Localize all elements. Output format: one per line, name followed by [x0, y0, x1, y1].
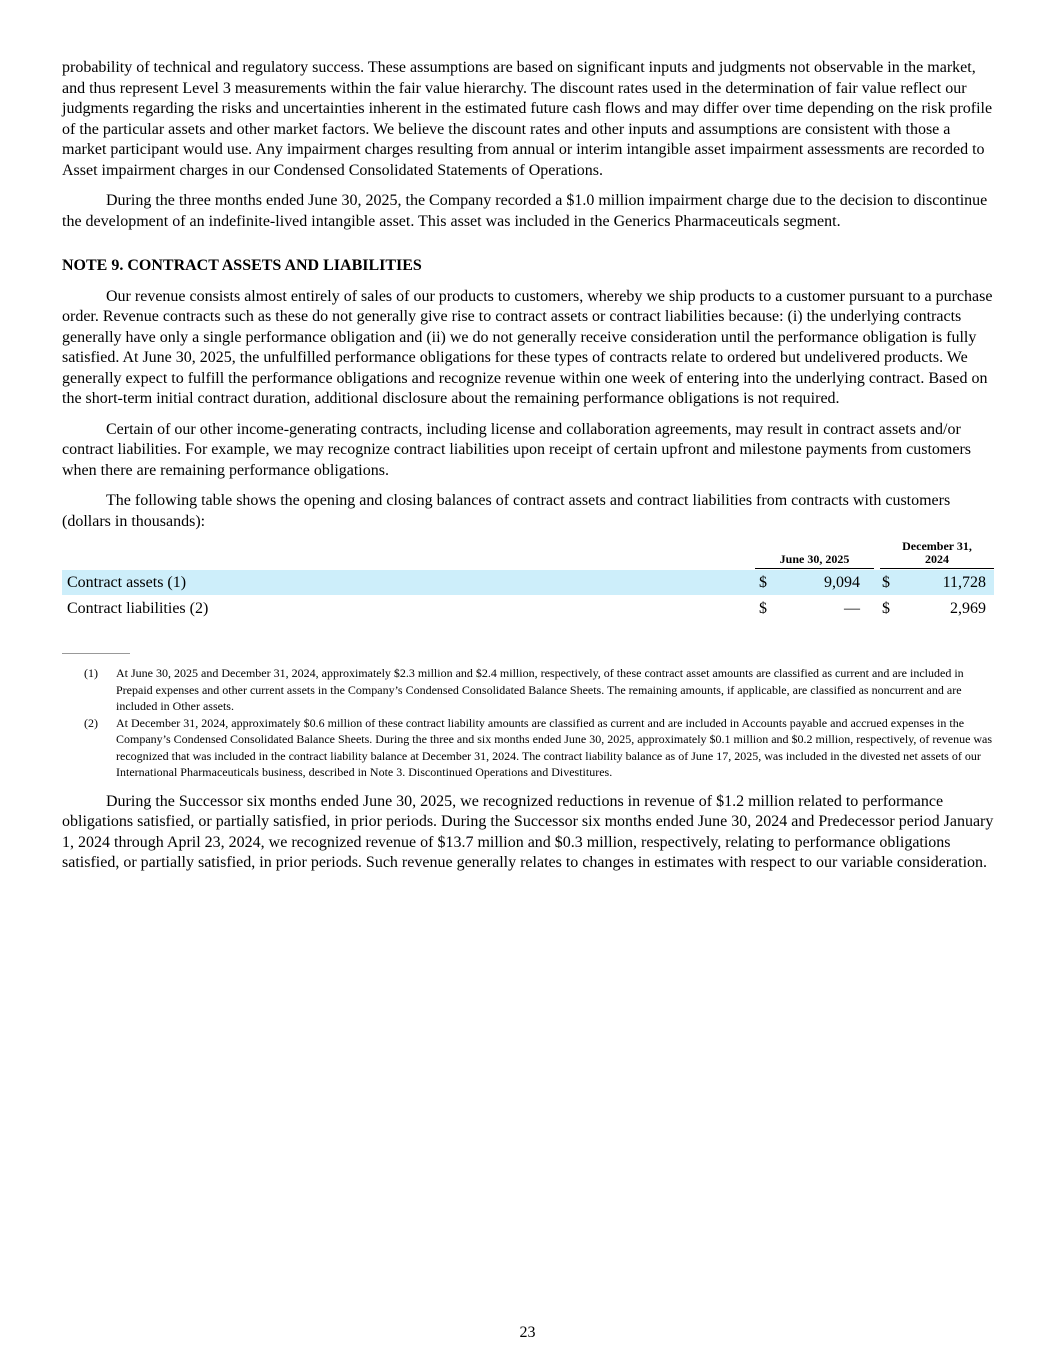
section-heading-note-9: NOTE 9. CONTRACT ASSETS AND LIABILITIES [62, 257, 422, 274]
footnote-item [62, 665, 994, 715]
table-row [62, 570, 994, 595]
contract-balances-table [62, 538, 994, 636]
paragraph-revenue-contracts: Our revenue consists almost entirely of sales of our products to customers, whereby we ship products to a customer pursuant to a purchase order. Revenue contracts such as these do not generally give rise to contract assets or contract liabilities because: (i) the underlying contracts generally have only a single performance obligation and (ii) we do not generally receive consideration until the performance obligation is fully satisfied. At June 30, 2025, the unfulfilled performance obligations for these types of contracts relate to ordered but undelivered products. We generally expect to fulfill the performance obligations and recognize revenue within one week of entering into the underlying contract. Based on the short-term initial contract duration, additional disclosure about the remaining performance obligations is not required. [62, 287, 993, 407]
column-header-june-2025: June 30, 2025 [755, 553, 874, 569]
row-label: Contract liabilities (2) [67, 600, 209, 617]
value-december-2024: 11,728 [942, 574, 986, 591]
footnote-number: (1) [84, 666, 98, 680]
paragraph-revenue-reductions: During the Successor six months ended June 30, 2025, we recognized reductions in revenue of $1.2 million related to performance obligations satisfied, or partially satisfied, in prior periods. During the Successor six months ended June 30, 2024 and Predecessor period January 1, 2024 through April 23, 2024, we recognized revenue of $13.7 million and $0.3 million, respectively, relating to performance obligations satisfied, or partially satisfied, in prior periods. Such revenue generally relates to changes in estimates with respect to our variable consideration. [62, 792, 994, 871]
table-row [62, 596, 994, 621]
document-page [62, 58, 994, 874]
footnote-divider [62, 653, 130, 654]
value-june-2025: 9,094 [824, 574, 860, 591]
column-header-december-2024: December 31, 2024 [880, 540, 994, 569]
currency-symbol: $ [882, 574, 890, 591]
footnote-number: (2) [84, 715, 98, 730]
value-december-2024: 2,969 [950, 600, 986, 617]
currency-symbol: $ [759, 574, 767, 591]
footnote-item [62, 715, 994, 781]
paragraph-table-intro: The following table shows the opening and closing balances of contract assets and contract liabilities from contracts with customers (dollars in thousands): [62, 492, 951, 530]
paragraph-impairment-charge: During the three months ended June 30, 2025, the Company recorded a $1.0 million impairment charge due to the decision to discontinue the development of an indefinite-lived intangible asset. This asset was included in the Generics Pharmaceuticals segment. [62, 192, 988, 230]
footnote-list [62, 665, 994, 781]
value-june-2025: — [844, 600, 860, 617]
currency-symbol: $ [882, 600, 890, 617]
footnote-text: At June 30, 2025 and December 31, 2024, approximately $2.3 million and $2.4 million, respectively, of these contract asset amounts are classified as current and are included in Prepaid expenses and other current assets in the Company’s Condensed Consolidated Balance Sheets. The remaining amounts, if applicable, are classified as noncurrent and are included in Other assets. [116, 666, 964, 713]
row-label: Contract assets (1) [67, 574, 187, 591]
page-number: 23 [519, 1324, 536, 1341]
footnote-text: At December 31, 2024, approximately $0.6 million of these contract liability amounts are classified as current and are included in Accounts payable and accrued expenses in the Company’s Condensed Consolidated Balance Sheets. During the three and six months ended June 30, 2025, approximately $0.1 million and $0.2 million, respectively, of revenue was recognized that was included in the contract liability balance at December 31, 2024. The contract liability balance as of June 17, 2025, was included in the divested net assets of our International Pharmaceuticals business, described in Note 3. Discontinued Operations and Divestitures. [116, 715, 993, 779]
currency-symbol: $ [759, 600, 767, 617]
paragraph-other-contracts: Certain of our other income-generating contracts, including license and collaboration agreements, may result in contract assets and/or contract liabilities. For example, we may recognize contract liabilities upon receipt of certain upfront and milestone payments from customers when there are remaining performance obligations. [62, 420, 972, 479]
paragraph-level-3-assumptions: probability of technical and regulatory success. These assumptions are based on significant inputs and judgments not observable in the market, and thus represent Level 3 measurements within the fair value hierarchy. The discount rates used in the determination of fair value reflect our judgments regarding the risks and uncertainties inherent in the estimated future cash flows and may differ over time depending on the risk profile of the particular assets and other market factors. We believe the discount rates and other inputs and assumptions are consistent with those a market participant would use. Any impairment charges resulting from annual or interim intangible asset impairment assessments are recorded to Asset impairment charges in our Condensed Consolidated Statements of Operations. [62, 59, 993, 179]
